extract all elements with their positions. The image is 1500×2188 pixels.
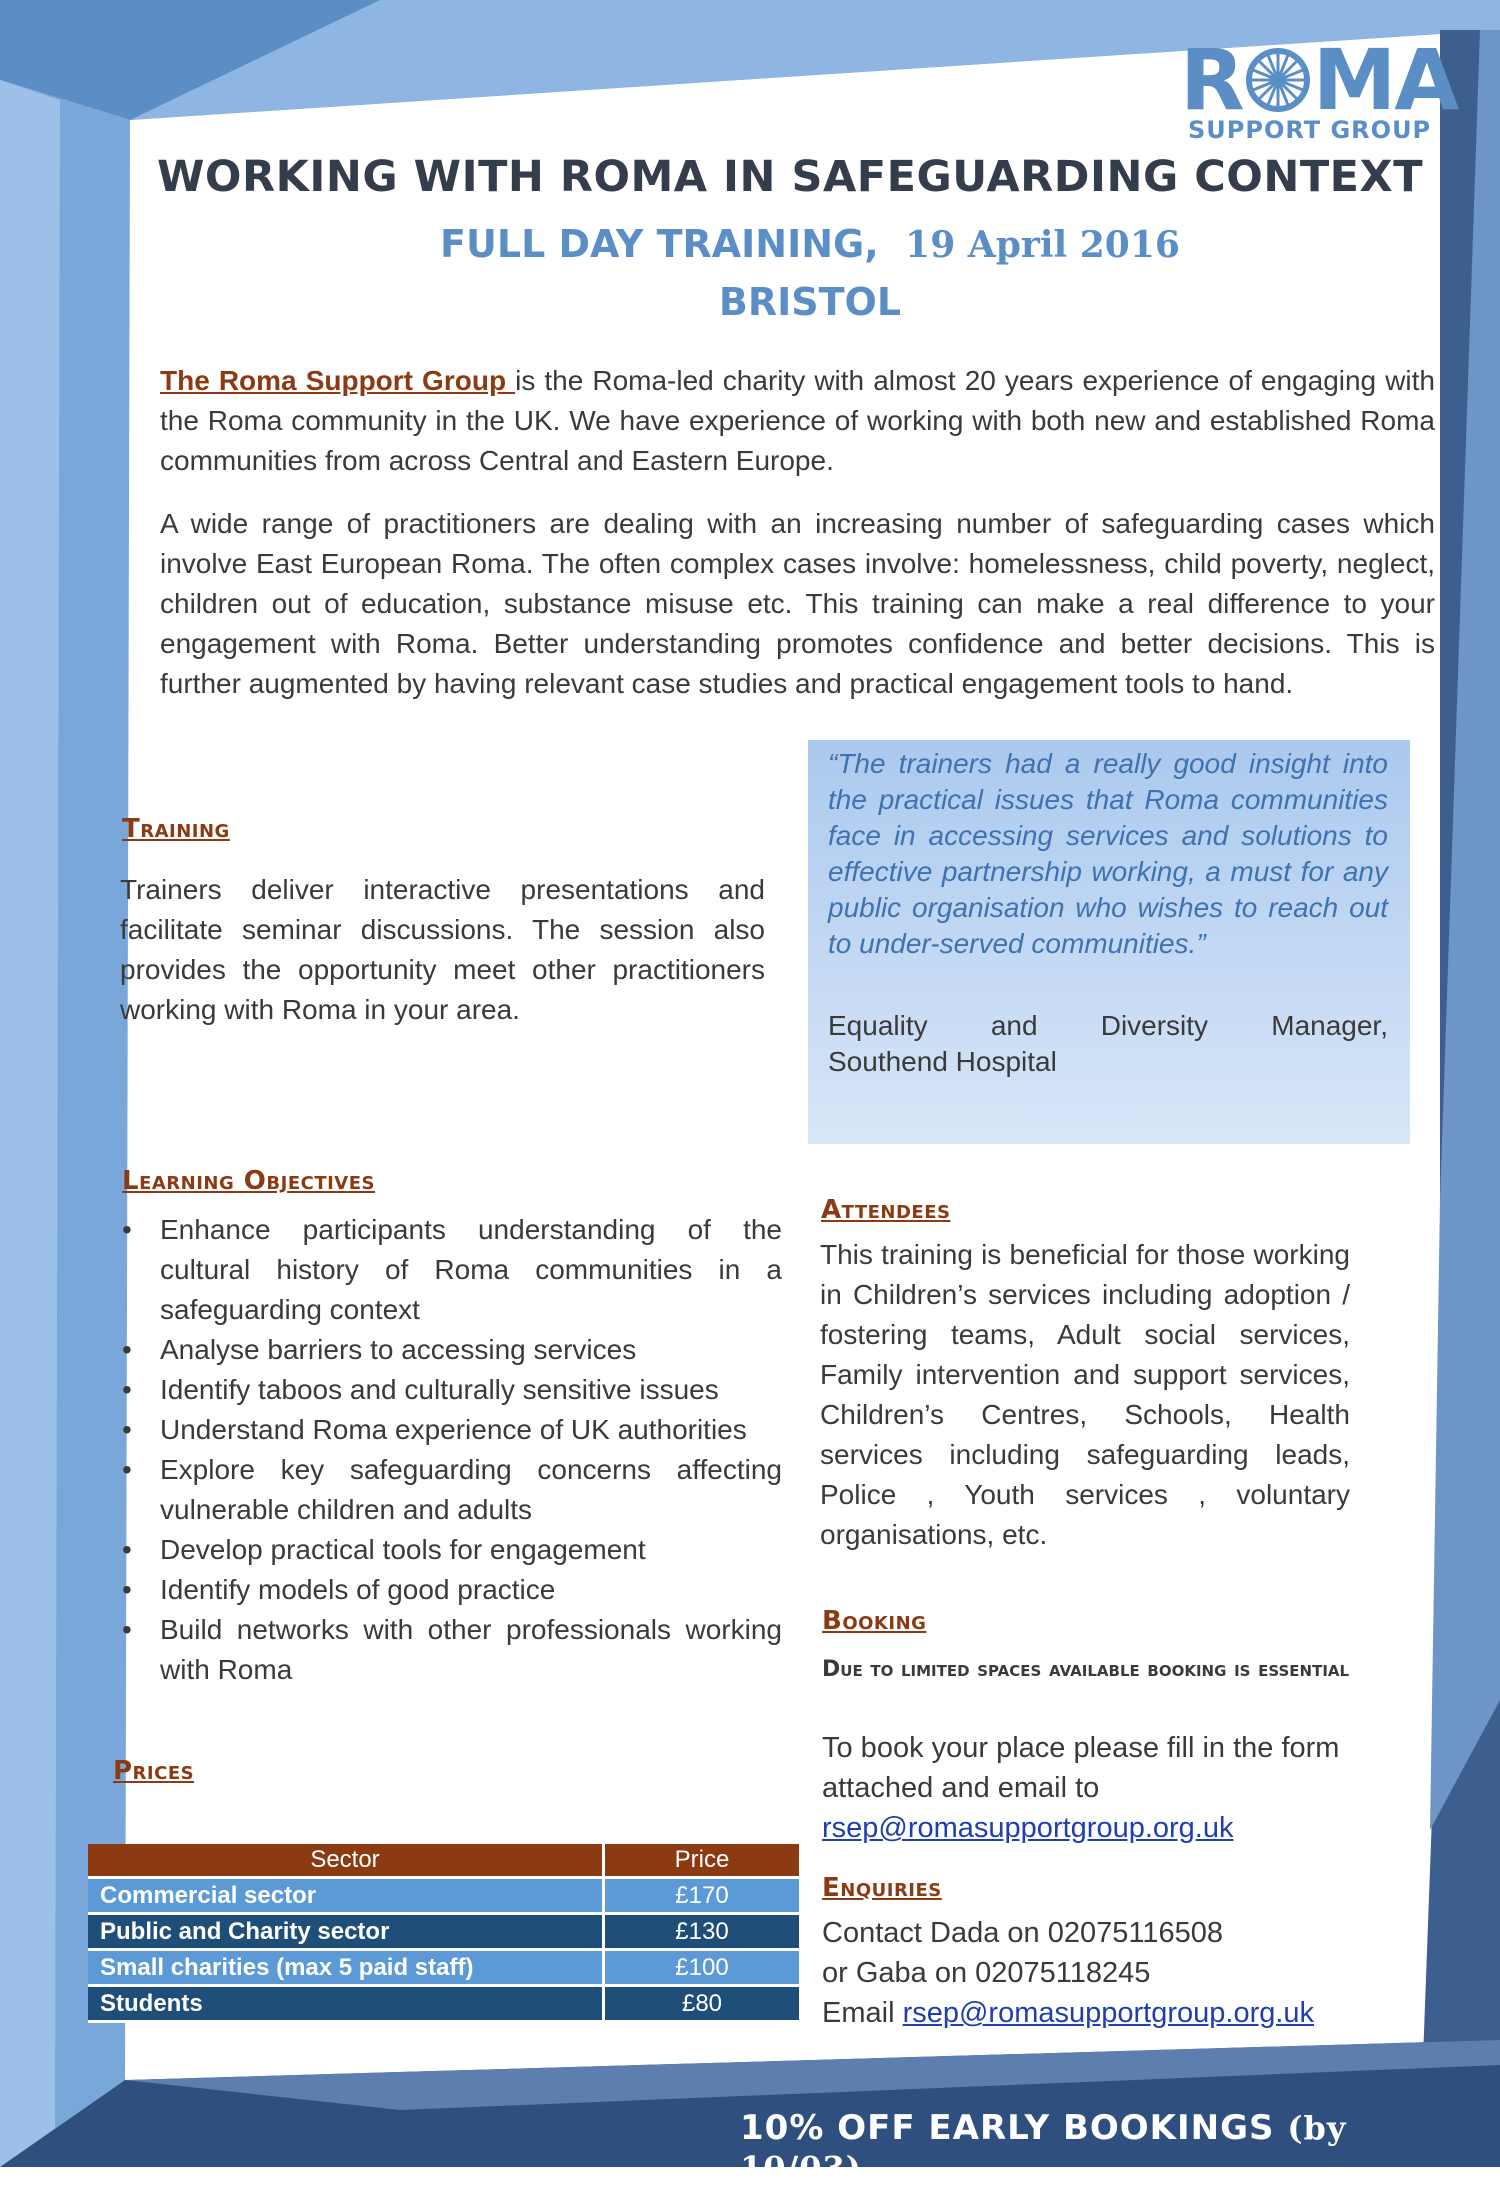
enquiry-contact-2: or Gaba on 02075118245 bbox=[822, 1957, 1151, 1989]
enquiries-heading: Enquiries bbox=[822, 1873, 942, 1903]
author-word: Diversity bbox=[1100, 1010, 1209, 1041]
booking-heading: Booking bbox=[822, 1606, 927, 1636]
column-header-price: Price bbox=[604, 1844, 800, 1878]
objectives-heading: Learning Objectives bbox=[122, 1166, 375, 1196]
list-item: • Analyse barriers to accessing services bbox=[120, 1330, 782, 1370]
author-word: Manager, bbox=[1271, 1010, 1388, 1041]
author-word: Equality bbox=[828, 1010, 928, 1041]
sector-cell: Commercial sector bbox=[88, 1878, 604, 1914]
training-text: Trainers deliver interactive presentations and facilitate seminar discussions. The session also provides the opportunity meet other practitioners working with Roma in your area. bbox=[120, 874, 765, 1025]
logo-letters-ma: MA bbox=[1312, 31, 1458, 129]
table-header-row bbox=[88, 1844, 799, 1878]
booking-email-link[interactable]: rsep@romasupportgroup.org.uk bbox=[822, 1812, 1234, 1844]
testimonial-quote: “The trainers had a really good insight into the practical issues that Roma communities face in accessing services and solutions to effective partnership working, a must for any public organisation who wishes to reach out to under-served communities.” bbox=[828, 748, 1388, 959]
list-item: • Identify models of good practice bbox=[120, 1570, 782, 1610]
table-row bbox=[88, 1950, 799, 1986]
enquiries-text bbox=[822, 1913, 1382, 2033]
logo-letter-r: R bbox=[1180, 31, 1243, 129]
table-row bbox=[88, 1986, 799, 2022]
intro-paragraph bbox=[160, 361, 1435, 481]
price-cell: £130 bbox=[604, 1914, 800, 1950]
booking-note: Due to limited spaces available booking is essential bbox=[822, 1657, 1350, 1682]
list-item: • Develop practical tools for engagement bbox=[120, 1530, 782, 1570]
testimonial-box bbox=[808, 740, 1410, 1144]
org-link[interactable]: The Roma Support Group bbox=[160, 365, 516, 396]
author-word: and bbox=[990, 1010, 1038, 1041]
enquiry-contact-1: Contact Dada on 02075116508 bbox=[822, 1917, 1223, 1949]
table-row bbox=[88, 1914, 799, 1950]
column-header-sector: Sector bbox=[88, 1844, 604, 1878]
enquiry-email-link[interactable]: rsep@romasupportgroup.org.uk bbox=[902, 1997, 1315, 2029]
prices-table bbox=[88, 1844, 799, 2023]
discount-deadline: (by 10/03) bbox=[740, 2109, 1347, 2187]
booking-instructions bbox=[822, 1728, 1382, 1848]
list-item: • Enhance participants understanding of the cultural history of Roma communities in a safeguarding context bbox=[120, 1210, 782, 1330]
enquiry-email-line bbox=[822, 1993, 1382, 2033]
logo-wordmark bbox=[1180, 31, 1480, 129]
list-item: • Build networks with other professionals working with Roma bbox=[120, 1610, 782, 1690]
logo-subtitle: SUPPORT GROUP bbox=[1188, 116, 1432, 144]
context-paragraph: A wide range of practitioners are dealing with an increasing number of safeguarding cases which involve East European Roma. The often complex cases involve: homelessness, child poverty, neglect, children out of education, substance misuse etc. This training can make a real difference to your engagement with Roma. Better understanding promotes confidence and better decisions. This is further augmented by having relevant case studies and practical engagement tools to hand. bbox=[160, 508, 1435, 699]
sector-cell: Public and Charity sector bbox=[88, 1914, 604, 1950]
event-subtitle bbox=[300, 222, 1320, 266]
attendees-text: This training is beneficial for those working in Children’s services including adoption / fostering teams, Adult social services, Family intervention and support services, Children’s Centres, Schools, Health services including safeguarding leads, Police , Youth services , voluntary organisations, etc. bbox=[820, 1239, 1350, 1550]
author-line-1 bbox=[828, 1008, 1388, 1044]
author-line-2: Southend Hospital bbox=[828, 1046, 1057, 1077]
booking-text: To book your place please fill in the form attached and email to bbox=[822, 1732, 1340, 1804]
attendees-heading: Attendees bbox=[821, 1195, 951, 1225]
intro-text: is the Roma-led charity with almost 20 years experience of engaging with the Roma community in the UK. We have experience of working with both new and established Roma communities from across Central and Eastern Europe. bbox=[160, 365, 1435, 476]
list-item: • Understand Roma experience of UK authorities bbox=[120, 1410, 782, 1450]
price-cell: £170 bbox=[604, 1878, 800, 1914]
objectives-list bbox=[120, 1210, 782, 1690]
training-heading: Training bbox=[122, 814, 230, 844]
early-booking-banner bbox=[740, 2108, 1440, 2188]
table-row bbox=[88, 1878, 799, 1914]
page-title: WORKING WITH ROMA IN SAFEGUARDING CONTEXT bbox=[156, 152, 1424, 202]
wheel-icon bbox=[1245, 47, 1311, 113]
event-date: 19 April 2016 bbox=[905, 224, 1180, 266]
enquiry-email-label: Email bbox=[822, 1997, 903, 2029]
sector-cell: Small charities (max 5 paid staff) bbox=[88, 1950, 604, 1986]
list-item: • Explore key safeguarding concerns affecting vulnerable children and adults bbox=[120, 1450, 782, 1530]
roma-support-group-logo bbox=[1180, 31, 1480, 144]
discount-text: 10% OFF EARLY BOOKINGS bbox=[740, 2108, 1275, 2148]
event-city: BRISTOL bbox=[718, 280, 902, 324]
list-item: • Identify taboos and culturally sensitive issues bbox=[120, 1370, 782, 1410]
price-cell: £100 bbox=[604, 1950, 800, 1986]
sector-cell: Students bbox=[88, 1986, 604, 2022]
price-cell: £80 bbox=[604, 1986, 800, 2022]
event-type: FULL DAY TRAINING, bbox=[440, 222, 879, 266]
prices-heading: Prices bbox=[113, 1756, 195, 1786]
testimonial-author bbox=[828, 1008, 1388, 1080]
